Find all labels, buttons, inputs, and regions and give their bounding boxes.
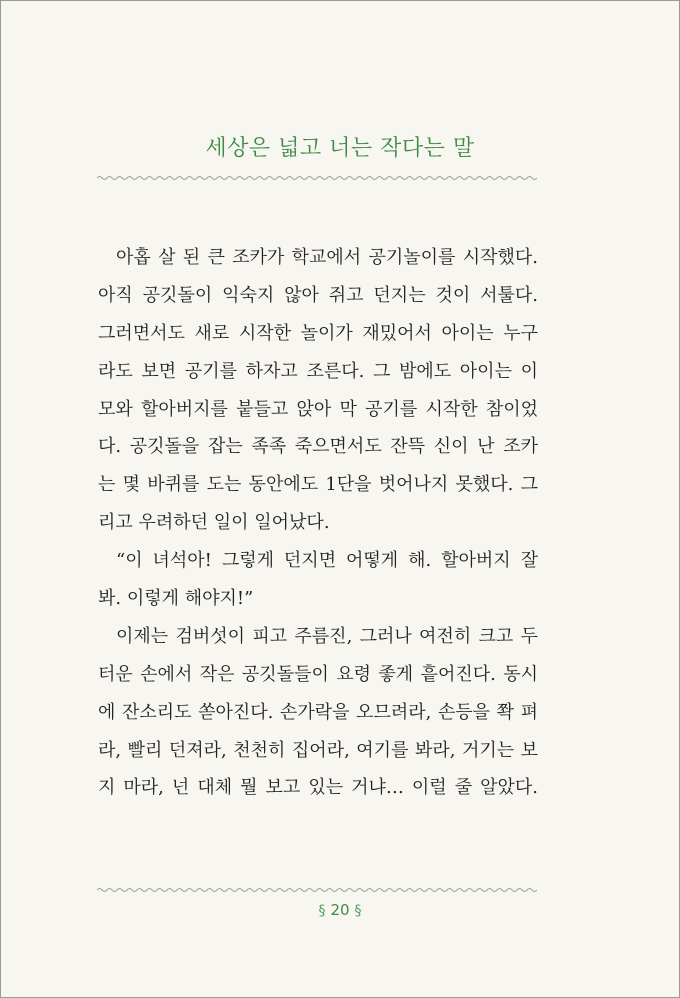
text-line: 는 몇 바퀴를 도는 동안에도 1단을 벗어나지 못했다. 그 xyxy=(98,474,538,496)
page-number: 20 xyxy=(330,901,350,919)
text-line: 지 마라, 넌 대체 뭘 보고 있는 거냐… 이럴 줄 알았다. xyxy=(98,777,538,799)
page-footer xyxy=(1,901,679,919)
paragraph-2 xyxy=(98,542,538,618)
body-text xyxy=(98,239,538,807)
ornament-icon: § xyxy=(354,903,362,919)
text-line: 봐. 이렇게 해야지!” xyxy=(98,588,254,610)
text-line: 에 잔소리도 쏟아진다. 손가락을 오므려라, 손등을 쫙 펴 xyxy=(98,701,538,723)
paragraph-1 xyxy=(98,239,538,542)
text-line: “이 녀석아! 그렇게 던지면 어떻게 해. 할아버지 잘 xyxy=(116,550,538,572)
text-line: 아홉 살 된 큰 조카가 학교에서 공기놀이를 시작했다. xyxy=(116,247,538,268)
text-line: 이제는 검버섯이 피고 주름진, 그러나 여전히 크고 두 xyxy=(116,625,538,647)
ornament-icon: § xyxy=(318,903,326,919)
paragraph-3 xyxy=(98,618,538,807)
title-divider xyxy=(97,173,537,183)
text-line: 라, 빨리 던져라, 천천히 집어라, 여기를 봐라, 거기는 보 xyxy=(98,739,538,761)
text-line: 라도 보면 공기를 하자고 조른다. 그 밤에도 아이는 이 xyxy=(98,360,538,382)
text-line: 다. 공깃돌을 잡는 족족 죽으면서도 잔뜩 신이 난 조카 xyxy=(98,436,538,458)
text-line: 터운 손에서 작은 공깃돌들이 요령 좋게 흩어진다. 동시 xyxy=(98,663,538,685)
footer-divider xyxy=(97,885,537,895)
text-line: 아직 공깃돌이 익숙지 않아 쥐고 던지는 것이 서툴다. xyxy=(98,284,538,306)
text-line: 모와 할아버지를 붙들고 앉아 막 공기를 시작한 참이었 xyxy=(98,398,538,420)
text-line: 그러면서도 새로 시작한 놀이가 재밌어서 아이는 누구 xyxy=(98,322,538,344)
text-line: 리고 우려하던 일이 일어났다. xyxy=(98,512,330,534)
chapter-title: 세상은 넓고 너는 작다는 말 xyxy=(205,136,475,161)
